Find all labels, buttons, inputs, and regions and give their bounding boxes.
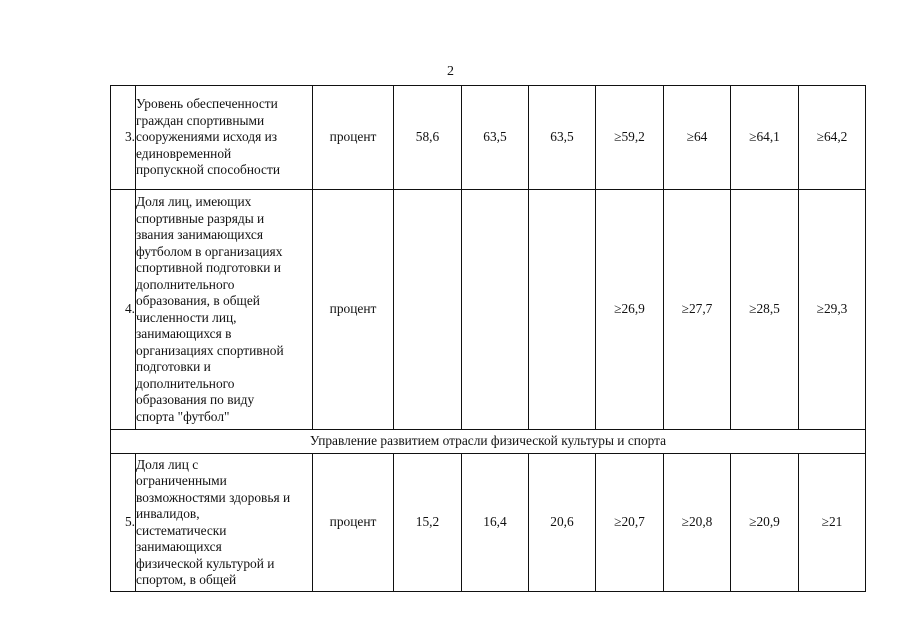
unit-cell: процент [313, 86, 394, 190]
value-cell: ≥20,9 [731, 454, 799, 592]
value-cell: ≥64,1 [731, 86, 799, 190]
value-cell: ≥64,2 [799, 86, 866, 190]
table-row-4 [111, 190, 866, 430]
value-cell: ≥20,7 [596, 454, 664, 592]
value-cell [529, 190, 596, 430]
row-number: 4. [111, 190, 136, 430]
unit-cell: процент [313, 454, 394, 592]
indicators-table [110, 85, 866, 592]
row-number: 3. [111, 86, 136, 190]
value-cell: ≥20,8 [664, 454, 731, 592]
value-cell: 63,5 [529, 86, 596, 190]
value-cell: 63,5 [462, 86, 529, 190]
table-row-5 [111, 454, 866, 592]
indicator-name: Уровень обеспеченности граждан спортивными сооружениями исходя из единовременной пропускной способности [136, 86, 313, 190]
value-cell [462, 190, 529, 430]
value-cell: ≥26,9 [596, 190, 664, 430]
value-cell: ≥28,5 [731, 190, 799, 430]
section-title: Управление развитием отрасли физической культуры и спорта [111, 430, 866, 454]
value-cell [394, 190, 462, 430]
indicator-name: Доля лиц с ограниченными возможностями здоровья и инвалидов, систематически занимающихся физической культурой и спортом, в общей [136, 454, 313, 592]
section-header-row [111, 430, 866, 454]
value-cell: ≥59,2 [596, 86, 664, 190]
page-number: 2 [447, 64, 454, 79]
value-cell: 16,4 [462, 454, 529, 592]
value-cell: 15,2 [394, 454, 462, 592]
value-cell: ≥27,7 [664, 190, 731, 430]
value-cell: 58,6 [394, 86, 462, 190]
value-cell: 20,6 [529, 454, 596, 592]
table-row-3 [111, 86, 866, 190]
value-cell: ≥29,3 [799, 190, 866, 430]
row-number: 5. [111, 454, 136, 592]
indicator-name: Доля лиц, имеющих спортивные разряды и звания занимающихся футболом в организациях спортивной подготовки и дополнительного образования, в общей численности лиц, занимающихся в организациях спортивной подготовки и дополнительного образования по виду спорта "футбол" [136, 190, 313, 430]
value-cell: ≥64 [664, 86, 731, 190]
value-cell: ≥21 [799, 454, 866, 592]
unit-cell: процент [313, 190, 394, 430]
